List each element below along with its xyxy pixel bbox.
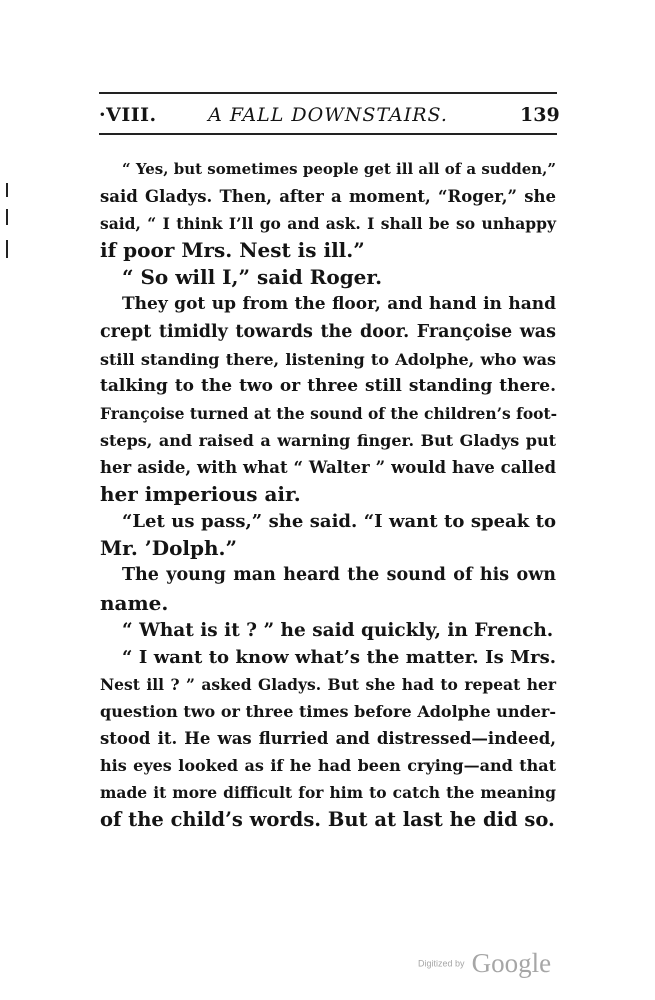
text-line: of the child’s words. But at last he did so. [100,808,555,832]
google-logo: Google [471,948,552,978]
margin-mark [6,240,8,258]
digitization-watermark [418,948,551,979]
running-title: A FALL DOWNSTAIRS. [208,104,448,126]
text-line: They got up from the floor, and hand in hand [122,294,556,315]
page-body-text [100,156,556,833]
text-line: Françoise turned at the sound of the children’s foot- [100,403,558,423]
text-line: crept timidly towards the door. Françoise was [100,321,556,342]
chapter-number: ·VIII. [99,104,157,126]
margin-mark [6,209,8,225]
text-line: stood it. He was flurried and distressed—indeed, [100,728,556,748]
text-line: “ Yes, but sometimes people get ill all of a sudden,” [122,160,556,178]
page-number: 139 [520,104,560,126]
header-rule-bottom [99,133,557,135]
header-rule-top [99,92,557,94]
text-line: “ So will I,” said Roger. [122,265,383,290]
text-line: talking to the two or three still standing there. [100,375,556,396]
text-line: “ What is it ? ” he said quickly, in French. [122,619,554,641]
text-line: steps, and raised a warning finger. But Gladys put [100,430,556,450]
text-line: Mr. ’Dolph.” [100,536,238,561]
text-line: name. [100,590,169,615]
digitized-by-label: Digitized by [418,958,465,969]
text-line: made it more difficult for him to catch the meaning [100,783,556,803]
text-line: her aside, with what “ Walter ” would have called [100,458,556,478]
text-line: his eyes looked as if he had been crying—and that [100,756,556,776]
text-line: her imperious air. [100,482,301,507]
margin-mark [6,183,8,197]
text-line: question two or three times before Adolphe under- [100,701,556,721]
text-line: Nest ill ? ” asked Gladys. But she had to repeat her [100,674,556,694]
text-line: The young man heard the sound of his own [122,565,556,586]
text-line: said Gladys. Then, after a moment, “Roger,” she [100,187,556,207]
text-line: still standing there, listening to Adolphe, who was [100,349,556,369]
text-line: said, “ I think I’ll go and ask. I shall be so unhappy [100,214,556,234]
text-line: “ I want to know what’s the matter. Is Mrs. [122,646,556,668]
text-line: “Let us pass,” she said. “I want to speak to [122,511,556,533]
text-line: if poor Mrs. Nest is ill.” [100,238,365,263]
